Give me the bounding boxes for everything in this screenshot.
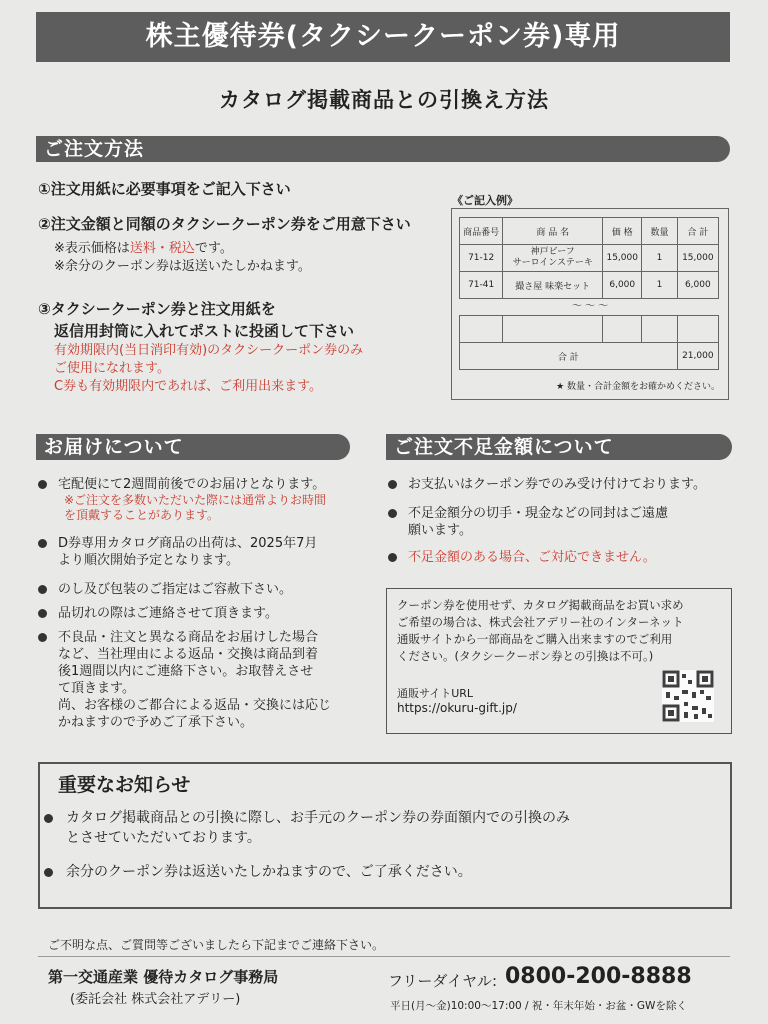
example-label: 《ご記入例》 bbox=[452, 194, 518, 207]
order-step-1: ①注文用紙に必要事項をご記入下さい bbox=[38, 180, 291, 198]
example-cell-code: 71-41 bbox=[460, 272, 503, 299]
important-item-1: カタログ掲載商品との引換に際し、お手元のクーポン券の券面額内での引換のみ とさせていただいております。 bbox=[66, 808, 570, 848]
order-step-3-line-2: 返信用封筒に入れてポストに投函して下さい bbox=[54, 322, 355, 340]
example-row bbox=[460, 272, 719, 299]
order-step-2-note-1: ※表示価格は送料・税込です。 bbox=[54, 241, 233, 256]
example-header-cell: 商 品 名 bbox=[503, 218, 603, 245]
business-hours: 平日(月～金)10:00～17:00 / 祝・年末年始・お盆・GWを除く bbox=[390, 1000, 687, 1012]
example-cell-total: 15,000 bbox=[677, 245, 718, 272]
example-box bbox=[451, 208, 729, 400]
list-item: D券専用カタログ商品の出荷は、2025年7月 より順次開始予定となります。 bbox=[36, 535, 356, 569]
example-header-cell: 合 計 bbox=[677, 218, 718, 245]
example-cell-price: 6,000 bbox=[603, 272, 642, 299]
example-cell-name: 撮さ屋 味楽セット bbox=[503, 272, 603, 299]
bullet-icon bbox=[44, 868, 53, 877]
important-title: 重要なお知らせ bbox=[58, 774, 191, 796]
example-sum-row bbox=[460, 343, 719, 370]
shortage-list bbox=[386, 476, 732, 573]
order-step-3-line-1: ③タクシークーポン券と注文用紙を bbox=[38, 300, 276, 318]
order-step-3-note-3: C券も有効期限内であれば、ご利用出来ます。 bbox=[54, 379, 323, 394]
freedial-label: フリーダイヤル: bbox=[388, 972, 498, 990]
list-item: 不良品・注文と異なる商品をお届けした場合 など、当社理由による返品・交換は商品到着 後1週間以内にご連絡下さい。お取替えさせ て頂きます。 尚、お客様のご都合による返品・交換には応じ かねますので予めご了承下さい。 bbox=[36, 629, 356, 731]
internet-url-link[interactable]: https://okuru-gift.jp/ bbox=[397, 701, 517, 715]
bullet-icon bbox=[38, 609, 47, 618]
page-title: 株主優待券(タクシークーポン券)専用 bbox=[36, 12, 730, 62]
example-header-row bbox=[460, 218, 719, 245]
example-cell-price: 15,000 bbox=[603, 245, 642, 272]
qr-code-icon[interactable] bbox=[662, 670, 714, 722]
list-item: のし及び包装のご指定はご容赦下さい。 bbox=[36, 581, 356, 598]
example-header-cell: 数量 bbox=[642, 218, 677, 245]
list-item: 品切れの際はご連絡させて頂きます。 bbox=[36, 605, 356, 622]
order-step-2: ②注文金額と同額のタクシークーポン券をご用意下さい bbox=[38, 215, 411, 233]
order-step-3-note-2: ご使用になれます。 bbox=[54, 361, 170, 376]
bullet-icon bbox=[44, 814, 53, 823]
example-sum-table bbox=[459, 315, 719, 370]
example-cell-qty: 1 bbox=[642, 272, 677, 299]
section-shortage-title: ご注文不足金額について bbox=[386, 434, 732, 460]
bullet-icon bbox=[38, 539, 47, 548]
section-delivery-title: お届けについて bbox=[36, 434, 350, 460]
list-item: 宅配便にて2週間前後でのお届けとなります。 ※ご注文を多数いただいた際には通常よりお時間 を頂戴することがあります。 bbox=[36, 476, 356, 523]
order-step-2-note-2: ※余分のクーポン券は返送いたしかねます。 bbox=[54, 259, 311, 274]
list-item: お支払いはクーポン券でのみ受け付けております。 bbox=[386, 476, 732, 493]
bullet-icon bbox=[388, 509, 397, 518]
list-item: 不足金額のある場合、ご対応できません。 bbox=[386, 549, 732, 566]
delivery-list bbox=[36, 476, 356, 738]
example-cell-code: 71-12 bbox=[460, 245, 503, 272]
office-name: 第一交通産業 優待カタログ事務局 bbox=[48, 968, 279, 986]
section-order-title: ご注文方法 bbox=[36, 136, 730, 162]
example-footnote: ★ 数量・合計金額をお確かめください。 bbox=[556, 382, 720, 392]
example-table bbox=[459, 217, 719, 299]
bullet-icon bbox=[388, 553, 397, 562]
page-subtitle: カタログ掲載商品との引換え方法 bbox=[219, 88, 549, 112]
inquiry-text: ご不明な点、ご質問等ございましたら下記までご連絡下さい。 bbox=[48, 938, 385, 952]
example-header-cell: 価 格 bbox=[603, 218, 642, 245]
important-item-2: 余分のクーポン券は返送いたしかねますので、ご了承ください。 bbox=[66, 862, 472, 882]
example-header-cell: 商品番号 bbox=[460, 218, 503, 245]
list-item: 不足金額分の切手・現金などの同封はご遠慮 願います。 bbox=[386, 505, 732, 539]
bullet-icon bbox=[38, 480, 47, 489]
example-cell-qty: 1 bbox=[642, 245, 677, 272]
example-wave: ～ ～ ～ bbox=[571, 301, 609, 312]
bullet-icon bbox=[388, 480, 397, 489]
internet-shop-text: クーポン券を使用せず、カタログ掲載商品をお買い求め ご希望の場合は、株式会社アデリー社のインターネット 通販サイトから一部商品をご購入出来ますのでご利用 ください。(タクシークーポン券との引換は不可。) bbox=[397, 598, 684, 663]
example-cell-total: 6,000 bbox=[677, 272, 718, 299]
internet-url-label: 通販サイトURL bbox=[397, 687, 474, 700]
example-row bbox=[460, 245, 719, 272]
example-sum-value: 21,000 bbox=[677, 343, 718, 370]
entrusted-company: (委託会社 株式会社アデリー) bbox=[70, 992, 241, 1007]
important-notice-box bbox=[38, 762, 732, 909]
order-step-3-note-1: 有効期限内(当日消印有効)のタクシークーポン券のみ bbox=[54, 343, 364, 358]
example-cell-name: 神戸ビーフ サーロインステーキ bbox=[503, 245, 603, 272]
bullet-icon bbox=[38, 633, 47, 642]
example-blank-row bbox=[460, 316, 719, 343]
freedial-number[interactable]: 0800-200-8888 bbox=[505, 964, 692, 989]
bullet-icon bbox=[38, 585, 47, 594]
example-sum-label: 合 計 bbox=[460, 343, 678, 370]
footer-divider bbox=[38, 956, 730, 957]
